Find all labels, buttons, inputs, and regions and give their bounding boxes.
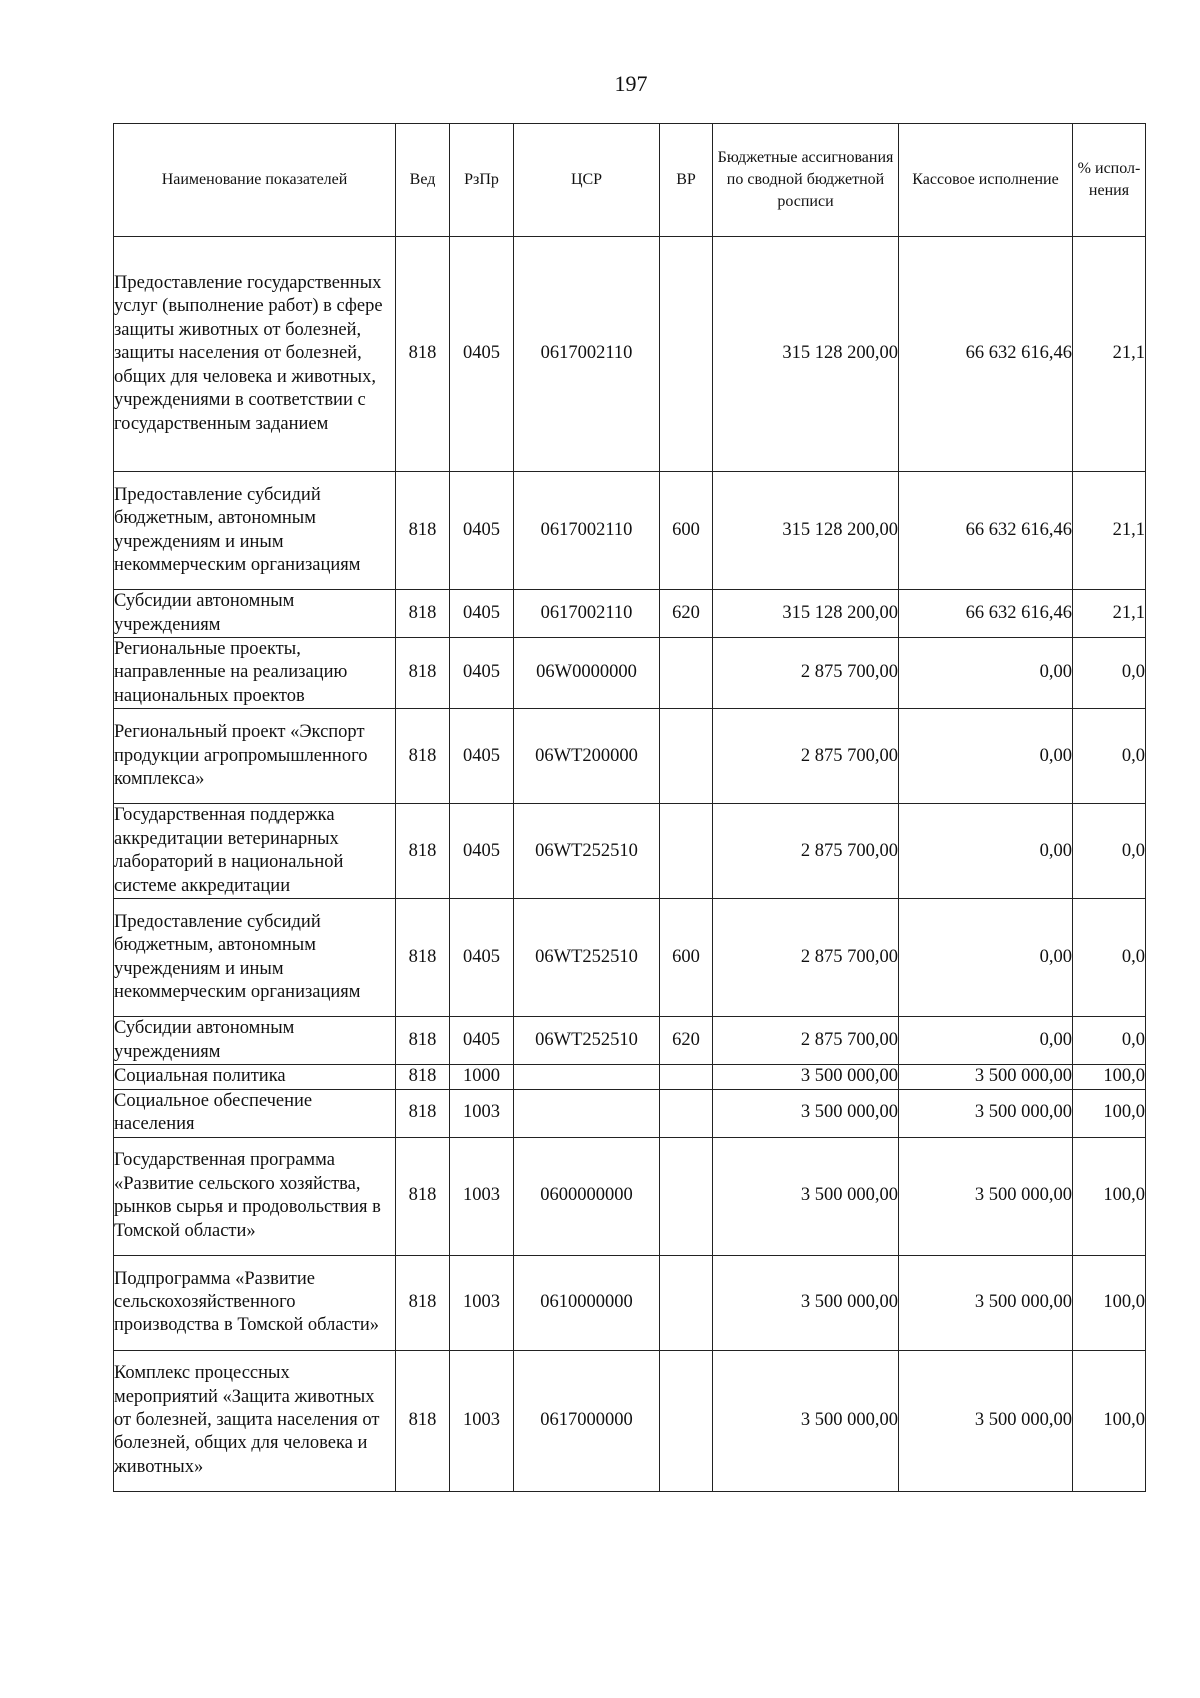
- cell-vr: [660, 638, 713, 709]
- cell-budget: 2 875 700,00: [713, 709, 899, 804]
- cell-pct: 100,0: [1073, 1065, 1146, 1089]
- table-row: [114, 590, 1146, 638]
- cell-csr: 0600000000: [514, 1137, 660, 1255]
- cell-cash: 66 632 616,46: [899, 237, 1073, 472]
- cell-csr: 0617002110: [514, 237, 660, 472]
- cell-budget: 2 875 700,00: [713, 804, 899, 899]
- header-budget: Бюджетные ассигнования по сводной бюджетной росписи: [713, 124, 899, 237]
- cell-cash: 3 500 000,00: [899, 1089, 1073, 1137]
- cell-pct: 0,0: [1073, 1017, 1146, 1065]
- cell-ved: 818: [396, 472, 450, 590]
- cell-ved: 818: [396, 1350, 450, 1491]
- cell-budget: 315 128 200,00: [713, 590, 899, 638]
- header-name: Наименование показателей: [114, 124, 396, 237]
- cell-name: Субсидии автономным учреждениям: [114, 590, 396, 638]
- header-ved: Вед: [396, 124, 450, 237]
- cell-cash: 0,00: [899, 804, 1073, 899]
- header-rzpr: РзПр: [450, 124, 514, 237]
- cell-cash: 0,00: [899, 709, 1073, 804]
- cell-vr: [660, 1089, 713, 1137]
- cell-vr: [660, 1137, 713, 1255]
- cell-name: Предоставление государственных услуг (выполнение работ) в сфере защиты животных от болезней, защиты населения от болезней, общих для человека и животных, учреждениями в соответствии с государственным заданием: [114, 237, 396, 472]
- table-row: [114, 237, 1146, 472]
- cell-rzpr: 0405: [450, 804, 514, 899]
- table-row: [114, 899, 1146, 1017]
- cell-vr: 600: [660, 472, 713, 590]
- table-row: [114, 804, 1146, 899]
- cell-pct: 0,0: [1073, 899, 1146, 1017]
- cell-budget: 3 500 000,00: [713, 1255, 899, 1350]
- cell-name: Предоставление субсидий бюджетным, автономным учреждениям и иным некоммерческим организациям: [114, 472, 396, 590]
- cell-ved: 818: [396, 237, 450, 472]
- cell-ved: 818: [396, 1089, 450, 1137]
- cell-rzpr: 0405: [450, 237, 514, 472]
- cell-vr: [660, 1255, 713, 1350]
- cell-rzpr: 1003: [450, 1350, 514, 1491]
- cell-csr: 06WT252510: [514, 899, 660, 1017]
- cell-ved: 818: [396, 590, 450, 638]
- cell-name: Социальное обеспечение населения: [114, 1089, 396, 1137]
- table-row: [114, 1065, 1146, 1089]
- cell-ved: 818: [396, 709, 450, 804]
- table-row: [114, 1017, 1146, 1065]
- cell-cash: 3 500 000,00: [899, 1065, 1073, 1089]
- table-row: [114, 638, 1146, 709]
- cell-budget: 3 500 000,00: [713, 1350, 899, 1491]
- cell-csr: [514, 1089, 660, 1137]
- cell-ved: 818: [396, 1017, 450, 1065]
- cell-cash: 0,00: [899, 638, 1073, 709]
- cell-budget: 2 875 700,00: [713, 899, 899, 1017]
- cell-vr: [660, 237, 713, 472]
- table-row: [114, 1350, 1146, 1491]
- table-body: [114, 237, 1146, 1492]
- cell-budget: 315 128 200,00: [713, 237, 899, 472]
- cell-csr: 06WT200000: [514, 709, 660, 804]
- cell-pct: 100,0: [1073, 1137, 1146, 1255]
- cell-rzpr: 0405: [450, 638, 514, 709]
- cell-pct: 0,0: [1073, 638, 1146, 709]
- cell-ved: 818: [396, 804, 450, 899]
- cell-ved: 818: [396, 1065, 450, 1089]
- table-row: [114, 1255, 1146, 1350]
- cell-name: Подпрограмма «Развитие сельскохозяйственного производства в Томской области»: [114, 1255, 396, 1350]
- cell-vr: 600: [660, 899, 713, 1017]
- table-row: [114, 472, 1146, 590]
- table-row: [114, 709, 1146, 804]
- cell-budget: 3 500 000,00: [713, 1089, 899, 1137]
- cell-cash: 0,00: [899, 899, 1073, 1017]
- cell-cash: 0,00: [899, 1017, 1073, 1065]
- cell-name: Субсидии автономным учреждениям: [114, 1017, 396, 1065]
- cell-name: Социальная политика: [114, 1065, 396, 1089]
- cell-csr: 0610000000: [514, 1255, 660, 1350]
- cell-vr: [660, 804, 713, 899]
- cell-cash: 66 632 616,46: [899, 590, 1073, 638]
- cell-vr: 620: [660, 1017, 713, 1065]
- cell-rzpr: 0405: [450, 899, 514, 1017]
- cell-cash: 3 500 000,00: [899, 1255, 1073, 1350]
- cell-pct: 21,1: [1073, 472, 1146, 590]
- cell-ved: 818: [396, 899, 450, 1017]
- cell-pct: 21,1: [1073, 237, 1146, 472]
- cell-vr: [660, 1350, 713, 1491]
- cell-rzpr: 1003: [450, 1089, 514, 1137]
- cell-name: Государственная поддержка аккредитации ветеринарных лабораторий в национальной системе аккредитации: [114, 804, 396, 899]
- header-vr: ВР: [660, 124, 713, 237]
- cell-csr: [514, 1065, 660, 1089]
- cell-rzpr: 1000: [450, 1065, 514, 1089]
- budget-execution-table: [113, 123, 1146, 1492]
- cell-cash: 3 500 000,00: [899, 1350, 1073, 1491]
- header-cash: Кассовое исполнение: [899, 124, 1073, 237]
- cell-pct: 100,0: [1073, 1350, 1146, 1491]
- cell-budget: 3 500 000,00: [713, 1137, 899, 1255]
- cell-name: Государственная программа «Развитие сельского хозяйства, рынков сырья и продовольствия в Томской области»: [114, 1137, 396, 1255]
- cell-pct: 0,0: [1073, 709, 1146, 804]
- cell-vr: [660, 1065, 713, 1089]
- cell-name: Региональный проект «Экспорт продукции агропромышленного комплекса»: [114, 709, 396, 804]
- cell-ved: 818: [396, 1137, 450, 1255]
- header-pct: % испол-нения: [1073, 124, 1146, 237]
- table-header-row: [114, 124, 1146, 237]
- cell-rzpr: 0405: [450, 709, 514, 804]
- cell-rzpr: 0405: [450, 472, 514, 590]
- cell-rzpr: 1003: [450, 1137, 514, 1255]
- cell-csr: 06WT252510: [514, 1017, 660, 1065]
- cell-budget: 2 875 700,00: [713, 638, 899, 709]
- cell-budget: 2 875 700,00: [713, 1017, 899, 1065]
- cell-vr: 620: [660, 590, 713, 638]
- cell-csr: 06W0000000: [514, 638, 660, 709]
- cell-csr: 0617000000: [514, 1350, 660, 1491]
- cell-ved: 818: [396, 638, 450, 709]
- cell-csr: 0617002110: [514, 590, 660, 638]
- cell-name: Региональные проекты, направленные на реализацию национальных проектов: [114, 638, 396, 709]
- cell-rzpr: 0405: [450, 590, 514, 638]
- table-row: [114, 1089, 1146, 1137]
- table-row: [114, 1137, 1146, 1255]
- cell-csr: 06WT252510: [514, 804, 660, 899]
- cell-name: Предоставление субсидий бюджетным, автономным учреждениям и иным некоммерческим организациям: [114, 899, 396, 1017]
- header-csr: ЦСР: [514, 124, 660, 237]
- page-number: 197: [614, 71, 648, 96]
- cell-pct: 0,0: [1073, 804, 1146, 899]
- cell-cash: 66 632 616,46: [899, 472, 1073, 590]
- cell-budget: 3 500 000,00: [713, 1065, 899, 1089]
- cell-cash: 3 500 000,00: [899, 1137, 1073, 1255]
- cell-budget: 315 128 200,00: [713, 472, 899, 590]
- cell-csr: 0617002110: [514, 472, 660, 590]
- cell-name: Комплекс процессных мероприятий «Защита животных от болезней, защита населения от болезней, общих для человека и животных»: [114, 1350, 396, 1491]
- cell-rzpr: 1003: [450, 1255, 514, 1350]
- cell-pct: 100,0: [1073, 1089, 1146, 1137]
- cell-rzpr: 0405: [450, 1017, 514, 1065]
- cell-vr: [660, 709, 713, 804]
- cell-pct: 21,1: [1073, 590, 1146, 638]
- cell-pct: 100,0: [1073, 1255, 1146, 1350]
- cell-ved: 818: [396, 1255, 450, 1350]
